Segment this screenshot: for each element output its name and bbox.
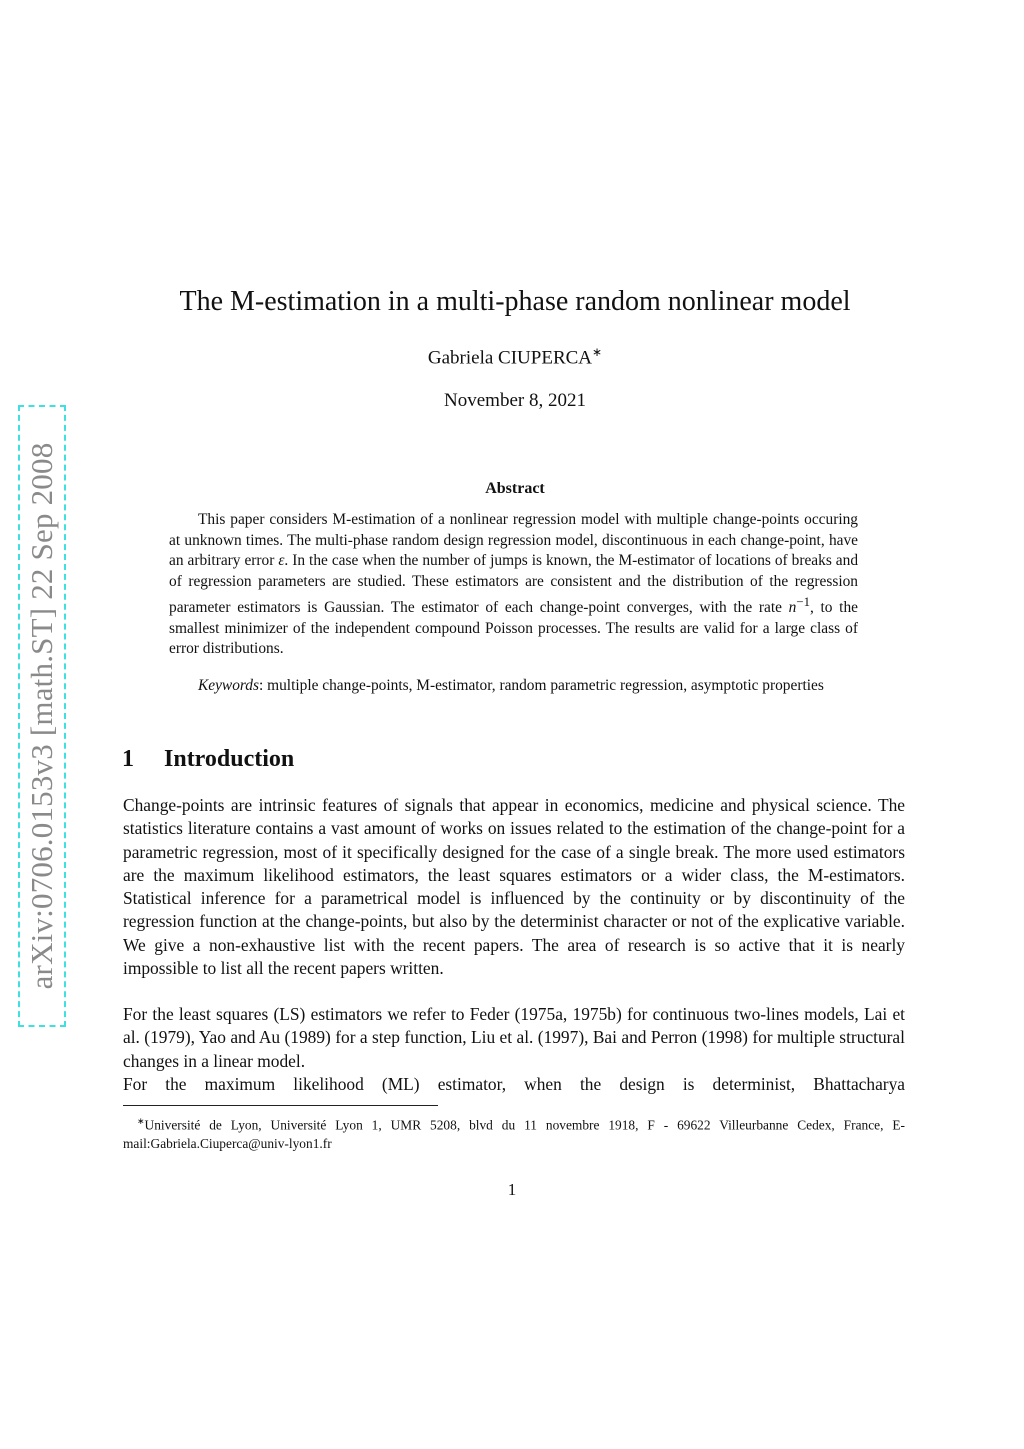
arxiv-stamp <box>18 405 66 1027</box>
section-title: Introduction <box>164 746 295 772</box>
author-footnote-mark[interactable]: ∗ <box>592 345 603 359</box>
abstract-text <box>169 510 858 660</box>
intro-paragraph-3: For the maximum likelihood (ML) estimator, when the design is determinist, Bhattacharya <box>123 1074 905 1094</box>
rate-exponent: −1 <box>796 595 810 609</box>
page-number: 1 <box>507 1180 517 1199</box>
author-line <box>120 345 910 369</box>
abstract-heading: Abstract <box>485 480 545 497</box>
footnote-mark: ∗ <box>137 1116 145 1126</box>
section-heading-introduction <box>122 746 294 773</box>
footnote-text: Université de Lyon, Université Lyon 1, UMR 5208, blvd du 11 novembre 1918, F - 69622 Villeurbanne Cedex, France, E-mail:Gabriela.Ciuperca@univ-lyon1.fr <box>123 1117 905 1152</box>
footnote-rule <box>123 1105 438 1106</box>
keywords-list: : multiple change-points, M-estimator, random parametric regression, asymptotic properties <box>259 677 824 694</box>
rate-base: n <box>788 599 797 617</box>
abstract-text-part-1: This paper considers M-estimation of a nonlinear regression model with multiple change-points occuring at unknown times. The multi-phase random design regression model, discontinuous in each change-point, have an arbitrary error <box>169 511 858 569</box>
abstract-text-part-2: . In the case when the number of jumps is known, the M-estimator of locations of breaks and of regression parameters are studied. These estimators are consistent and the distribution of the regression parameter estimators is Gaussian. The estimator of each change-point converges, with the rate <box>169 552 859 617</box>
intro-paragraph-1: Change-points are intrinsic features of signals that appear in economics, medicine and physical science. The statistics literature contains a vast amount of works on issues related to the estimation of the change-point for a parametric regression, most of it specifically designed for the case of a single break. The more used estimators are the maximum likelihood estimators, the least squares estimators or a wider class, the M-estimators. Statistical inference for a parametrical model is influenced by the continuity or by discontinuity of the regression function at the change-points, but also by the determinist character or not of the explicative variable. We give a non-exhaustive list with the recent papers. The area of research is so active that it is nearly impossible to list all the recent papers written. <box>123 795 905 979</box>
paper-title: The M-estimation in a multi-phase random nonlinear model <box>179 286 851 317</box>
footnote <box>123 1112 905 1153</box>
paper-date: November 8, 2021 <box>444 390 586 411</box>
keywords <box>169 676 858 697</box>
epsilon-symbol: ε <box>278 552 285 569</box>
abstract-text-part-3: , to the smallest minimizer of the independent compound Poisson processes. The results are valid for a large class of error distributions. <box>169 599 858 658</box>
intro-paragraph-2: For the least squares (LS) estimators we refer to Feder (1975a, 1975b) for continuous two-lines models, Lai et al. (1979), Yao and Au (1989) for a step function, Liu et al. (1997), Bai and Perron (1998) for multiple structural changes in a linear model. <box>123 1004 905 1071</box>
section-number: 1 <box>122 746 134 772</box>
keywords-label: Keywords <box>198 677 259 694</box>
author-name: Gabriela CIUPERCA <box>427 347 593 369</box>
arxiv-identifier: arXiv:0706.0153v3 [math.ST] 22 Sep 2008 <box>24 442 59 990</box>
